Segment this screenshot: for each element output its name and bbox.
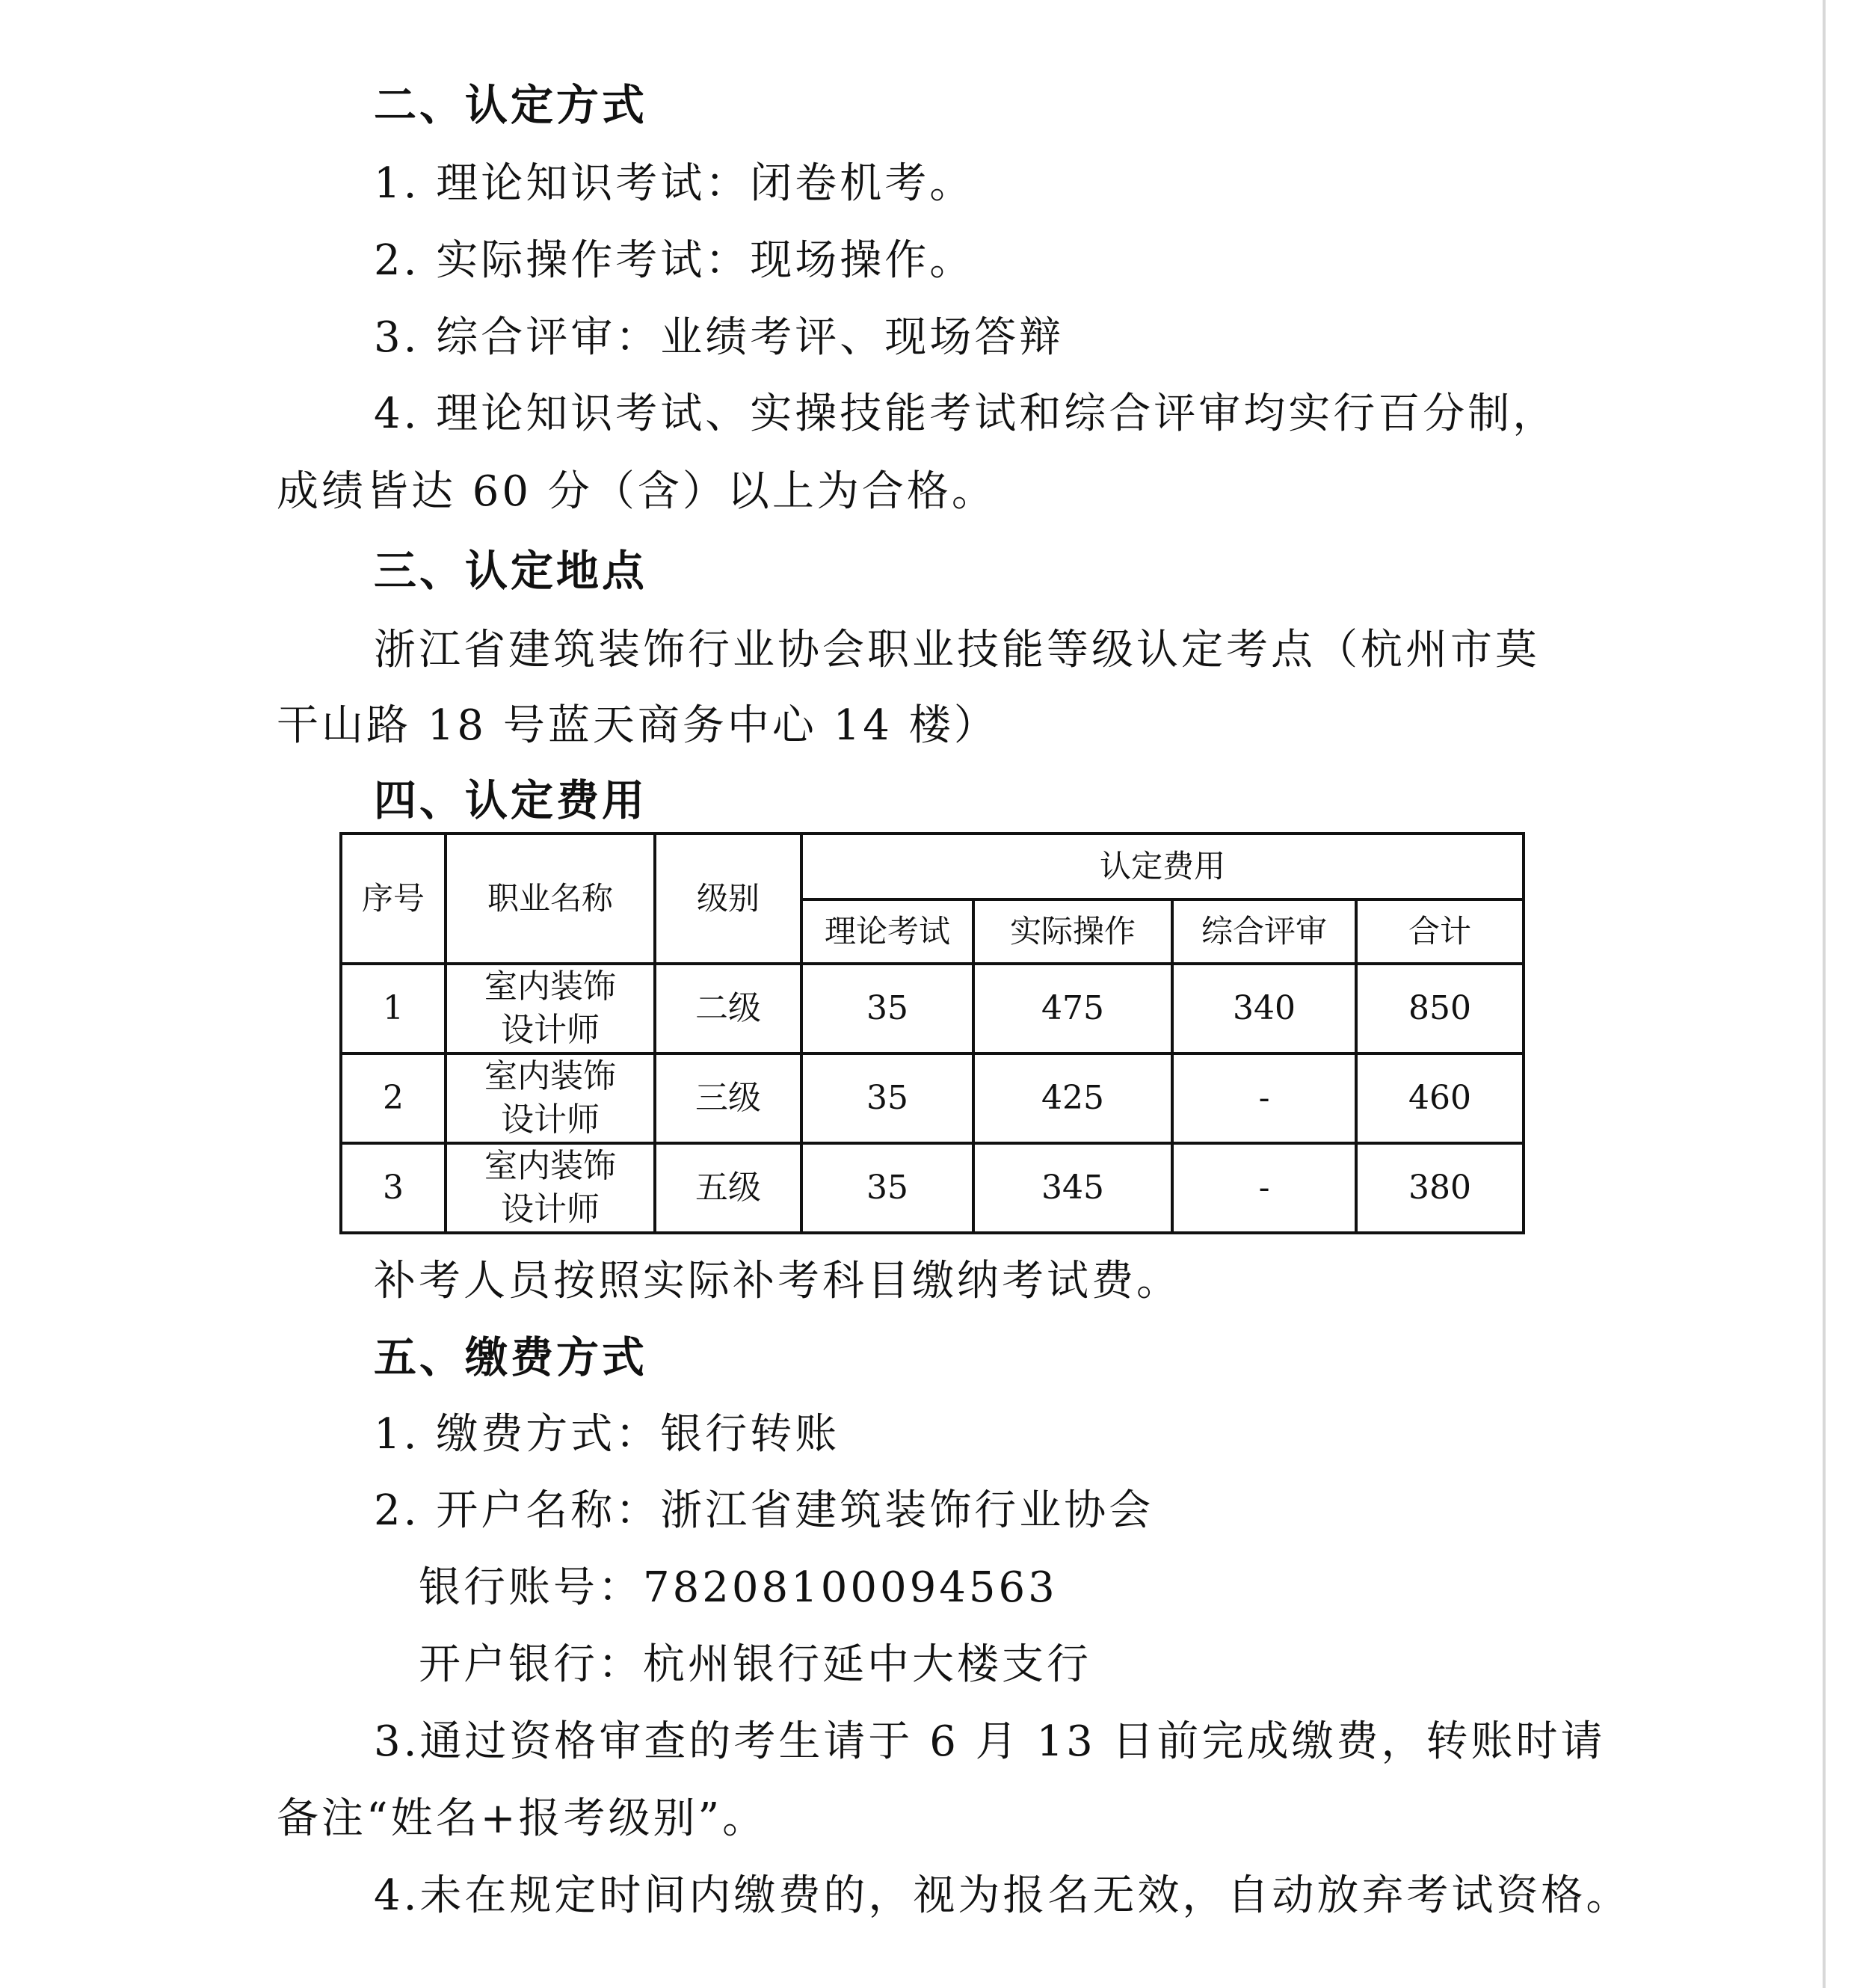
cell-level: 二级: [655, 964, 801, 1053]
section-five-line-3: 银行账号：78208100094563: [419, 1563, 1058, 1612]
section-five-line-6: 备注“姓名+报考级别”。: [277, 1794, 768, 1843]
page-edge: [1823, 0, 1826, 1988]
cell-total: 380: [1356, 1143, 1524, 1233]
table-row: [341, 964, 1524, 1053]
section-three-line-2: 干山路 18 号蓝天商务中心 14 楼）: [277, 701, 999, 750]
header-seq: 序号: [341, 834, 446, 964]
cell-seq: 2: [341, 1053, 446, 1143]
section-five-line-4: 开户银行：杭州银行延中大楼支行: [419, 1640, 1091, 1689]
header-review: 综合评审: [1172, 899, 1356, 964]
cell-total: 460: [1356, 1053, 1524, 1143]
section-three-title: 三、认定地点: [374, 547, 647, 596]
section-two-item-2: 2. 实际操作考试：现场操作。: [374, 236, 975, 285]
header-total: 合计: [1356, 899, 1524, 964]
header-theory: 理论考试: [801, 899, 973, 964]
section-five-title: 五、缴费方式: [374, 1333, 647, 1382]
section-two-title: 二、认定方式: [374, 81, 647, 130]
cell-review: -: [1172, 1143, 1356, 1233]
section-two-item-1: 1. 理论知识考试：闭卷机考。: [374, 159, 975, 208]
section-four-title: 四、认定费用: [374, 776, 647, 825]
section-two-item-3: 3. 综合评审：业绩考评、现场答辩: [374, 313, 1065, 362]
cell-occupation: [446, 964, 655, 1053]
cell-occupation-line1: 室内装饰: [484, 1057, 616, 1095]
table-row: [341, 1143, 1524, 1233]
header-level: 级别: [655, 834, 801, 964]
cell-occupation-line1: 室内装饰: [484, 1147, 616, 1185]
cell-occupation-line2: 设计师: [501, 1101, 600, 1139]
section-five-line-5: 3.通过资格审查的考生请于 6 月 13 日前完成缴费，转账时请: [374, 1717, 1606, 1766]
cell-seq: 3: [341, 1143, 446, 1233]
cell-level: 三级: [655, 1053, 801, 1143]
cell-occupation-line2: 设计师: [501, 1011, 600, 1049]
section-three-line-1: 浙江省建筑装饰行业协会职业技能等级认定考点（杭州市莫: [374, 626, 1540, 674]
header-practice: 实际操作: [973, 899, 1172, 964]
section-five-line-7: 4.未在规定时间内缴费的，视为报名无效，自动放弃考试资格。: [374, 1871, 1631, 1920]
section-four-note: 补考人员按照实际补考科目缴纳考试费。: [374, 1257, 1181, 1305]
cell-theory: 35: [801, 1143, 973, 1233]
cell-seq: 1: [341, 964, 446, 1053]
section-two-item-4: 4. 理论知识考试、实操技能考试和综合评审均实行百分制，: [374, 390, 1558, 438]
cell-occupation: [446, 1053, 655, 1143]
header-fee-group: 认定费用: [801, 834, 1524, 899]
cell-review: 340: [1172, 964, 1356, 1053]
section-two-item-4-cont: 成绩皆达 60 分（含）以上为合格。: [277, 467, 997, 516]
cell-practice: 425: [973, 1053, 1172, 1143]
cell-occupation-line2: 设计师: [501, 1190, 600, 1228]
header-occupation: 职业名称: [446, 834, 655, 964]
fee-table: [339, 832, 1525, 1234]
cell-practice: 345: [973, 1143, 1172, 1233]
cell-theory: 35: [801, 964, 973, 1053]
cell-occupation-line1: 室内装饰: [484, 967, 616, 1006]
cell-practice: 475: [973, 964, 1172, 1053]
cell-level: 五级: [655, 1143, 801, 1233]
cell-total: 850: [1356, 964, 1524, 1053]
table-row: [341, 1053, 1524, 1143]
cell-occupation: [446, 1143, 655, 1233]
cell-theory: 35: [801, 1053, 973, 1143]
cell-review: -: [1172, 1053, 1356, 1143]
section-five-line-1: 1. 缴费方式：银行转账: [374, 1410, 840, 1459]
section-five-line-2: 2. 开户名称：浙江省建筑装饰行业协会: [374, 1486, 1154, 1535]
